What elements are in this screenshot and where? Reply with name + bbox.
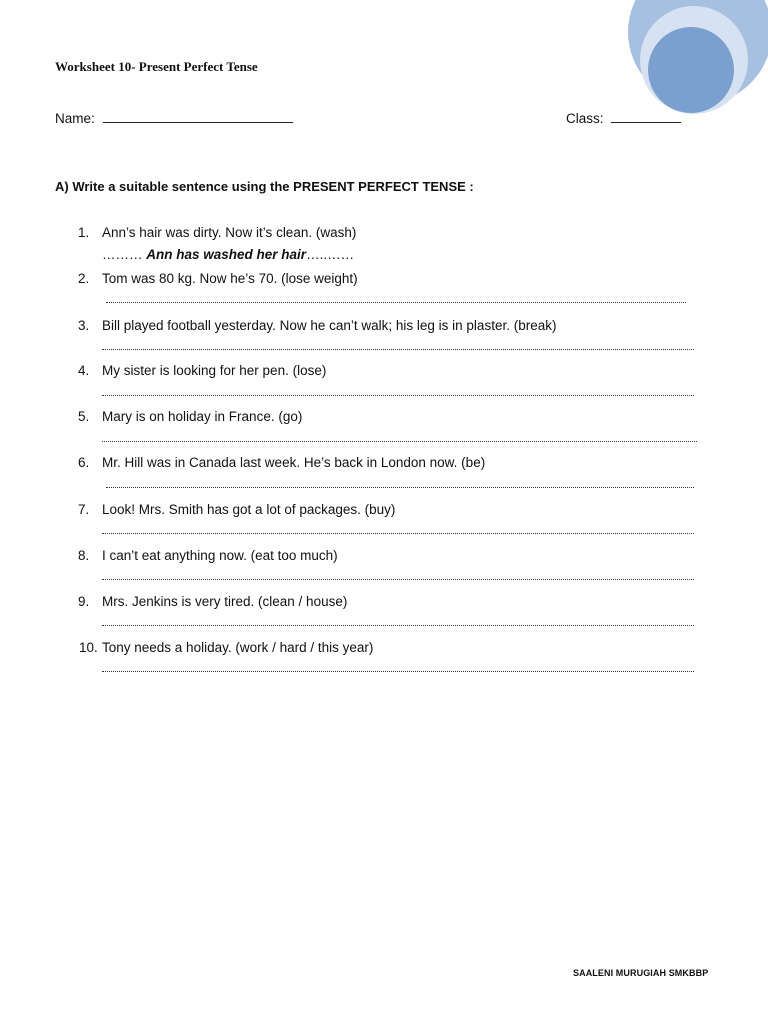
- class-blank-line[interactable]: [611, 110, 681, 123]
- middle-circle-shape: [640, 6, 748, 114]
- question-text: Mrs. Jenkins is very tired. (clean / house): [102, 594, 348, 609]
- question-text: Tony needs a holiday. (work / hard / this year): [102, 640, 374, 655]
- outer-circle-shape: [628, 0, 768, 104]
- question-number: 9.: [78, 594, 90, 609]
- question-number: 6.: [78, 455, 90, 470]
- class-field[interactable]: [566, 110, 681, 126]
- question-number: 10.: [79, 640, 98, 655]
- question-text: Look! Mrs. Smith has got a lot of packages. (buy): [102, 502, 396, 517]
- answer-line[interactable]: [102, 347, 694, 350]
- answer-line[interactable]: [106, 485, 694, 488]
- class-label: Class:: [566, 111, 604, 126]
- name-field[interactable]: [55, 110, 293, 126]
- answer-line[interactable]: [102, 623, 694, 626]
- answer-line[interactable]: [102, 669, 694, 672]
- question-number: 5.: [78, 409, 90, 424]
- answer-line[interactable]: [102, 577, 694, 580]
- name-label: Name:: [55, 111, 95, 126]
- question-text: Mr. Hill was in Canada last week. He’s back in London now. (be): [102, 455, 486, 470]
- question-number: 1.: [78, 225, 90, 240]
- example-answer: [102, 247, 354, 262]
- answer-line[interactable]: [102, 439, 697, 442]
- answer-prefix-dots: ………: [102, 247, 147, 262]
- answer-line[interactable]: [102, 531, 694, 534]
- question-number: 8.: [78, 548, 90, 563]
- question-text: Tom was 80 kg. Now he’s 70. (lose weight): [102, 271, 358, 286]
- answer-line[interactable]: [106, 300, 686, 303]
- question-text: I can’t eat anything now. (eat too much): [102, 548, 338, 563]
- section-heading: A) Write a suitable sentence using the PRESENT PERFECT TENSE :: [55, 179, 474, 194]
- question-text: Bill played football yesterday. Now he can’t walk; his leg is in plaster. (break): [102, 318, 557, 333]
- name-blank-line[interactable]: [103, 110, 293, 123]
- answer-suffix-dots: …..……: [306, 247, 355, 262]
- worksheet-title: Worksheet 10- Present Perfect Tense: [55, 59, 258, 74]
- question-number: 4.: [78, 363, 90, 378]
- question-number: 3.: [78, 318, 90, 333]
- author-footer: SAALENI MURUGIAH SMKBBP: [573, 968, 709, 978]
- example-answer-text: Ann has washed her hair: [146, 247, 307, 262]
- question-text: Mary is on holiday in France. (go): [102, 409, 303, 424]
- inner-circle-shape: [648, 27, 734, 113]
- answer-line[interactable]: [102, 393, 694, 396]
- question-text: My sister is looking for her pen. (lose): [102, 363, 327, 378]
- question-number: 2.: [78, 271, 90, 286]
- question-number: 7.: [78, 502, 90, 517]
- question-text: Ann’s hair was dirty. Now it’s clean. (wash): [102, 225, 357, 240]
